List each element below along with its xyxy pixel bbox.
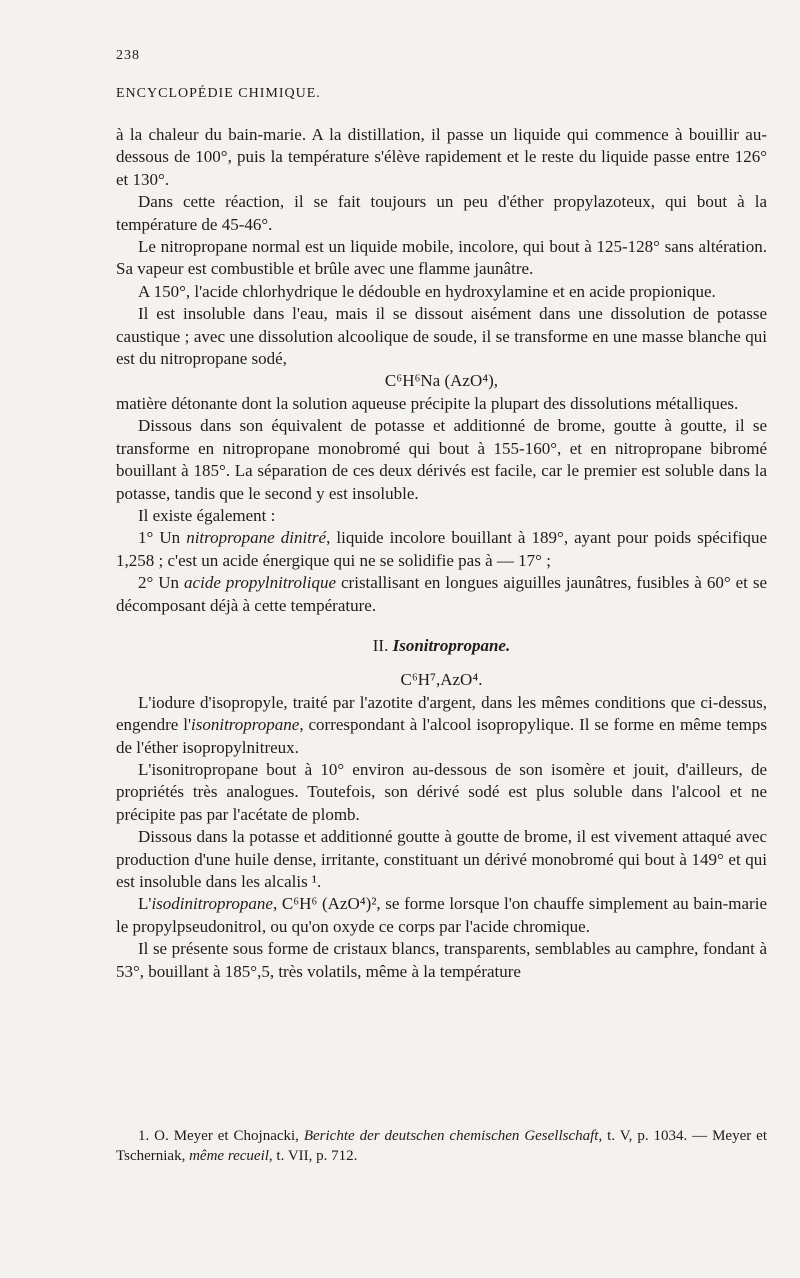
paragraph: Le nitropropane normal est un liquide mobile, incolore, qui bout à 125-128° sans altération. Sa vapeur est combustible et brûle avec une flamme jaunâtre. <box>116 237 767 279</box>
paragraph: Il est insoluble dans l'eau, mais il se dissout aisément dans une dissolution de potasse caustique ; avec une dissolution alcoolique de soude, il se transforme en une masse blanche qui est du nitropropane sodé, <box>116 304 767 369</box>
formula: C⁶H⁶Na (AzO⁴), <box>384 371 499 391</box>
list-item: 1° Un nitropropane dinitré, liquide incolore bouillant à 189°, ayant pour poids spécifique 1,258 ; c'est un acide énergique qui ne se solidifie pas à — 17° ; <box>116 528 767 570</box>
paragraph: Dans cette réaction, il se fait toujours un peu d'éther propylazoteux, qui bout à la température de 45-46°. <box>116 192 767 234</box>
page-header <box>116 48 767 64</box>
footnotes <box>116 1126 767 1166</box>
paragraph: Il existe également : <box>138 505 276 525</box>
list-item: 2° Un acide propylnitrolique cristallisant en longues aiguilles jaunâtres, fusibles à 60° et se décomposant déjà à cette température. <box>116 573 768 615</box>
paragraph: L'iodure d'isopropyle, traité par l'azotite d'argent, dans les mêmes conditions que ci-dessus, engendre l'isonitropropane, correspondant à l'alcool isopropylique. Il se forme en même temps de l'éther isopropylnitreux. <box>116 692 768 757</box>
paragraph: Il se présente sous forme de cristaux blancs, transparents, semblables au camphre, fondant à 53°, bouillant à 185°,5, très volatils, même à la température <box>116 939 767 981</box>
paragraph: L'isonitropropane bout à 10° environ au-dessous de son isomère et jouit, d'ailleurs, de propriétés très analogues. Toutefois, son dérivé sodé est plus soluble dans l'alcool et ne précipite pas par l'acétate de plomb. <box>116 759 767 824</box>
paragraph: Dissous dans son équivalent de potasse et additionné de brome, goutte à goutte, il se transforme en nitropropane monobromé qui bout à 155-160°, et en nitropropane bibromé bouillant à 185°. La séparation de ces deux dérivés est facile, car le premier est soluble dans la potasse, tandis que le second y est insoluble. <box>116 416 767 503</box>
running-title: ENCYCLOPÉDIE CHIMIQUE. <box>116 86 321 101</box>
main-text <box>116 124 767 983</box>
footnote: 1. O. Meyer et Chojnacki, Berichte der deutschen chemischen Gesellschaft, t. V, p. 1034. — Meyer et Tscherniak, même recueil, t. VII, p. 712. <box>116 1128 767 1164</box>
formula: C⁶H⁷,AzO⁴. <box>400 670 483 690</box>
paragraph: Dissous dans la potasse et additionné goutte à goutte de brome, il est vivement attaqué avec production d'une huile dense, irritante, constituant un dérivé monobromé qui bout à 149° et qui est insoluble dans les alcalis ¹. <box>116 827 767 891</box>
paragraph: à la chaleur du bain-marie. A la distillation, il passe un liquide qui commence à bouillir au-dessous de 100°, puis la température s'élève rapidement et le reste du liquide passe entre 126° et 130°. <box>116 125 767 189</box>
section-heading: II. Isonitropropane. <box>372 635 511 655</box>
running-title-row <box>116 86 767 102</box>
page-number: 238 <box>116 48 140 63</box>
paragraph: L'isodinitropropane, C⁶H⁶ (AzO⁴)², se forme lorsque l'on chauffe simplement au bain-marie le propylpseudonitrol, ou qu'on oxyde ce corps par l'acide chromique. <box>116 894 767 936</box>
paragraph: matière détonante dont la solution aqueuse précipite la plupart des dissolutions métalliques. <box>116 393 739 413</box>
paragraph: A 150°, l'acide chlorhydrique le dédouble en hydroxylamine et en acide propionique. <box>138 281 716 301</box>
